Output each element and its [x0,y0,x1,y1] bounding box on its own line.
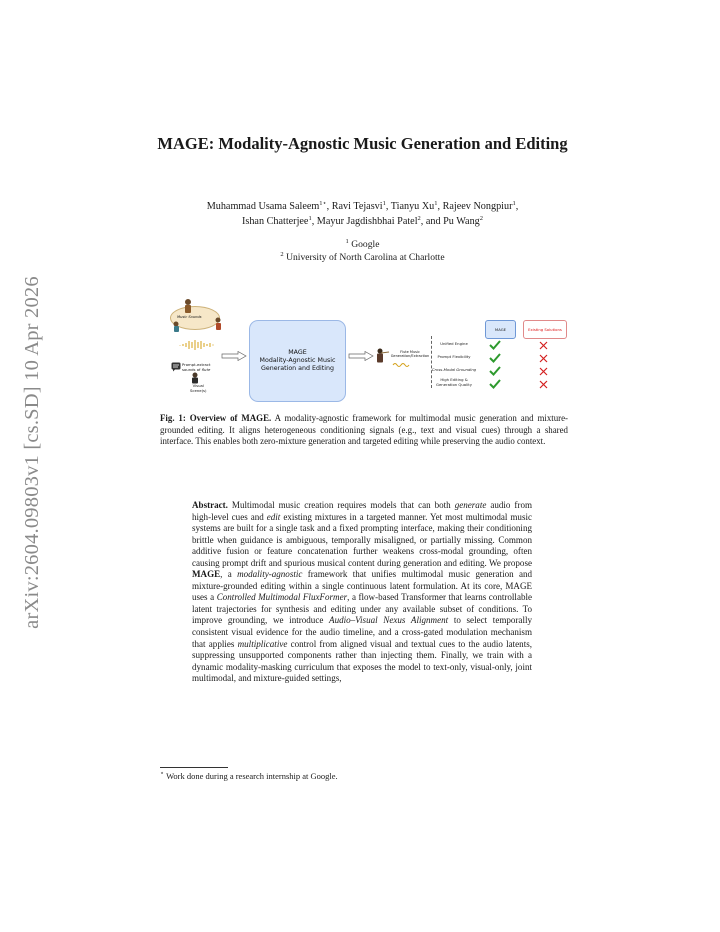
engine-title: MAGE [288,348,307,356]
author-name: Ishan Chatterjee [241,215,309,227]
affiliation-text: University of North Carolina at Charlotte [286,252,445,263]
abstract-emphasis: multiplicative [237,638,288,649]
cross-icon [539,380,548,389]
footnote [160,771,568,782]
prompt-label-text: flute [201,366,211,372]
abstract-emphasis: Controlled Multimodal FluxFormer [216,592,348,603]
author-name: , Tianyu Xu [385,201,435,212]
affiliation-marker: 2 [417,214,421,222]
affiliation-text: Google [351,239,380,250]
comparison-row-label: High Editing & Generation Quality [436,377,472,387]
affiliation-marker: 1 [434,200,438,207]
musician-icon [164,296,224,336]
caption-title: Overview of MAGE. [189,413,272,423]
cross-icon [539,367,548,376]
affiliation-marker: 2 [479,214,484,222]
arxiv-identifier [12,260,52,645]
affiliation-list [140,238,585,264]
author-name: , Rajeev Nongpiur [437,201,513,212]
prompt-label [182,363,210,372]
cross-icon [539,341,548,350]
affiliation-marker: 1 [512,200,516,207]
abstract-emphasis: MAGE [192,569,221,580]
abstract [192,500,532,685]
abstract-label: Abstract. [192,500,228,510]
comparison-row-label: Unified Engine [440,341,468,346]
arxiv-identifier-text: arXiv:2604.09803v1 [cs.SD] 10 Apr 2026 [20,276,43,629]
visual-scene-text: Visual [192,383,204,388]
affiliation-marker: 1⋆ [319,200,327,207]
overview-figure [160,292,568,404]
affiliation-unc [140,251,585,264]
abstract-text: , a [220,569,232,580]
abstract-text: to select temporally consistent visual evidence for the audio timeline, and a cross-gated modulation mechanism that applies [192,615,532,649]
abstract-emphasis: Audio–Visual Nexus Alignment [329,615,449,626]
affiliation-marker: 2 [280,251,284,258]
author-name: , Ravi Tejasvi [326,201,383,212]
abstract-text: control from aligned visual and textual cues to the audio latents, suppressing unsupported components rather than injecting them. Finally, we train with a dynamic modality-masking curriculum that exposes the model to text-only, visual-only, joint multimodal, and mixture-guided settings, [192,638,533,684]
figure-caption [160,413,568,448]
affiliation-marker: 1 [382,200,386,207]
arrow-right-icon [221,351,247,361]
caption-text: A modality-agnostic framework for multimodal music generation and mixture-grounded editing. It aligns heterogeneous conditioning signals (e.g., text and visual cues) through a shared interface. This enables both zero-mixture generation and targeted editing while preserving the audio context. [160,413,569,447]
prompt-label-text: sounds of [182,366,201,372]
comparison-row-label: Prompt Flexibility [437,354,471,359]
music-sounds-label: Music Sounds [177,315,202,319]
abstract-emphasis: modality-agnostic [237,569,303,580]
engine-subtitle: Generation and Editing [261,365,334,373]
footnote-rule [160,767,228,768]
caption-label: Fig. 1: [160,413,186,423]
author-name: , and Pu Wang [420,215,480,227]
abstract-text: framework that unifies multimodal music generation and mixture-grounded editing within a single continuous latent formulation. At its core, MAGE uses a [192,569,533,603]
abstract-text: , a flow-based Transformer that learns controllable latent trajectories for synthesis and editing under any available subset of conditions. To improve grounding, we introduce [192,592,533,626]
engine-subtitle: Modality-Agnostic Music [259,356,336,364]
affiliation-marker: 1 [308,214,312,222]
check-icon [489,353,501,363]
visual-scene-label [190,384,207,393]
arrow-right-icon [348,351,374,361]
mage-engine-box [249,320,346,402]
author-name: , Mayur Jagdishbhai Patel [311,215,418,227]
cross-icon [539,354,548,363]
output-label-text: Generation/Extraction [390,354,430,359]
comparison-header-mage: MAGE [485,320,516,339]
abstract-emphasis: edit [266,511,281,522]
flute-player-icon [374,348,390,366]
check-icon [489,379,501,389]
output-label-text: Flute Music [400,350,420,354]
check-icon [489,340,501,350]
waveform-icon [178,339,218,351]
abstract-text: audio from high-level cues and [192,500,533,522]
footnote-text: Work done during a research internship at Google. [166,771,338,781]
comparison-header-existing: Existing Solutions [523,320,567,339]
abstract-text: Multimodal music creation requires models that can both [231,500,451,510]
abstract-text: existing mixtures in a targeted manner. Yet most multimodal music systems are built for a single task and a fixed prompting interface, making their conditioning brittle when guidance is ambiguous, temporally misaligned, or partially missing. Common additive fusion or feature concatenation further weakens cross-modal grounding, often causing prompt drift and spurious musical content during generation and editing. We propose [192,511,533,568]
affiliation-google [140,238,585,251]
prompt-label-text: Prompt-extract [182,362,211,367]
visual-scene-text: Scene(s) [190,387,207,393]
flute-wave-icon [392,362,410,368]
comparison-row-label: Cross-Modal Grounding [431,367,477,372]
abstract-emphasis: generate [454,500,487,510]
author-list: Muhammad Usama Saleem$^{1⋆}$, Ravi Tejasvi$^1$, Tianyu Xu$^1$, Rajeev Nongpiur$^1$, Ishan Chatterjee$^1$, Mayur Jagdishbhai Patel$^2$, and Pu Wang$^2$ [206,200,519,227]
text-prompt-icon [171,362,181,372]
paper-title: MAGE: Modality-Agnostic Music Generation and Editing [157,134,568,153]
footnote-marker: ⋆ [160,770,165,777]
author-name: Muhammad Usama Saleem [206,201,320,212]
affiliation-marker: 1 [345,238,349,245]
check-icon [489,366,501,376]
